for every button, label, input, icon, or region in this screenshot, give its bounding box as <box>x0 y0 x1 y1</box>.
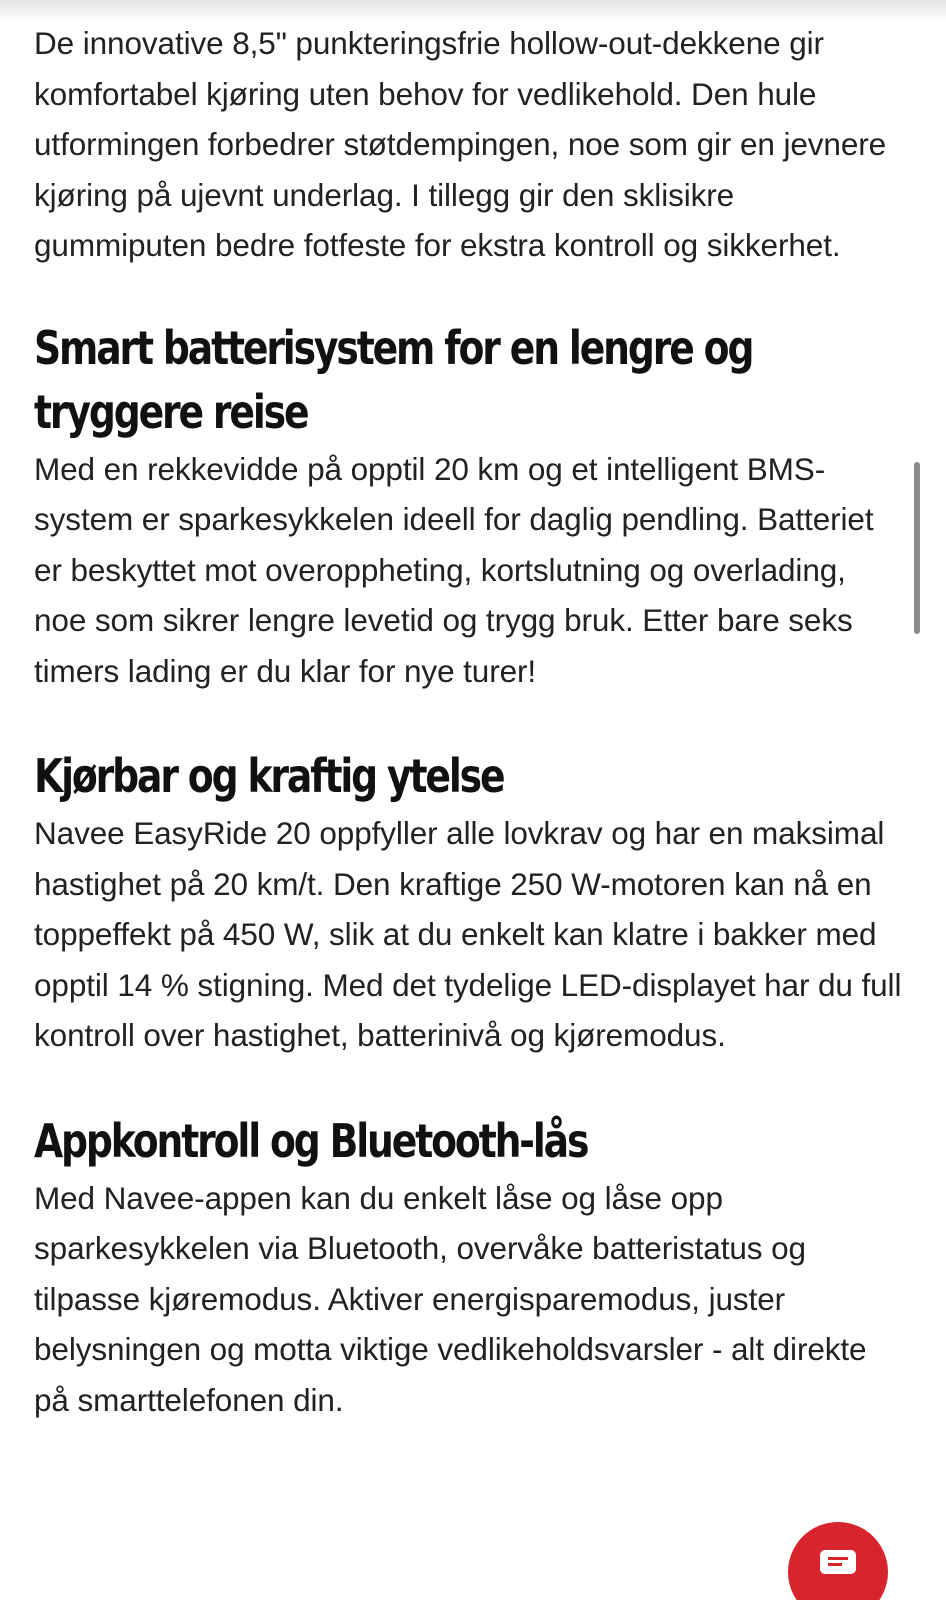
section-heading-app: Appkontroll og Bluetooth-lås <box>34 1113 588 1168</box>
section-body-app: Med Navee-appen kan du enkelt låse og låse opp sparkesykkelen via Bluetooth, overvåke batteristatus og tilpasse kjøremodus. Aktiver energisparemodus, juster belysningen og motta viktige vedlikeholdsvarsler - alt direkte på smarttelefonen din. <box>34 1179 867 1418</box>
intro-paragraph: De innovative 8,5" punkteringsfrie hollow-out-dekkene gir komfortabel kjøring uten behov for vedlikehold. Den hule utformingen forbedrer støtdempingen, noe som gir en jevnere kjøring på ujevnt underlag. I tillegg gir den sklisikre gummiputen bedre fotfeste for ekstra kontroll og sikkerhet. <box>34 25 887 263</box>
section-body-battery: Med en rekkevidde på opptil 20 km og et intelligent BMS-system er sparkesykkelen ideell for daglig pendling. Batteriet er beskyttet mot overoppheting, kortslutning og overlading, noe som sikrer lengre levetid og trygg bruk. Etter bare seks timers lading er du klar for nye turer! <box>34 450 874 689</box>
scrollbar-thumb[interactable] <box>914 462 920 634</box>
chat-button[interactable] <box>788 1522 888 1600</box>
chat-bubble-icon <box>818 1548 858 1578</box>
section-heading-performance: Kjørbar og kraftig ytelse <box>34 749 504 803</box>
article-content <box>34 18 904 1425</box>
section-body-performance: Navee EasyRide 20 oppfyller alle lovkrav og har en maksimal hastighet på 20 km/t. Den kraftige 250 W-motoren kan nå en toppeffekt på 450 W, slik at du enkelt kan klatre i bakker med opptil 14 % stigning. Med det tydelige LED-displayet har du full kontroll over hastighet, batterinivå og kjøremodus. <box>34 815 902 1053</box>
section-heading-battery: Smart batterisystem for en lengre og tryggere reise <box>34 320 753 439</box>
header-shadow <box>0 0 946 22</box>
